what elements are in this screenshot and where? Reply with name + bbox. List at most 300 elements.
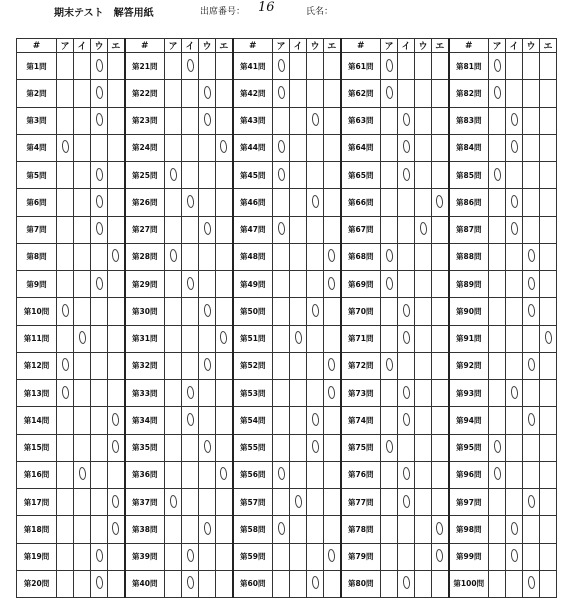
answer-cell[interactable] [108,189,125,216]
answer-cell[interactable] [74,380,91,407]
answer-cell[interactable] [432,107,449,134]
answer-cell[interactable] [273,216,290,243]
answer-cell[interactable] [290,543,307,570]
answer-cell[interactable] [540,489,557,516]
answer-cell[interactable] [523,352,540,379]
answer-cell[interactable] [523,325,540,352]
answer-cell[interactable] [216,216,233,243]
answer-cell[interactable] [57,380,74,407]
answer-cell[interactable] [290,162,307,189]
answer-cell[interactable] [381,543,398,570]
answer-cell[interactable] [432,489,449,516]
answer-cell[interactable] [165,298,182,325]
answer-cell[interactable] [199,380,216,407]
answer-cell[interactable] [506,162,523,189]
answer-cell[interactable] [523,407,540,434]
answer-cell[interactable] [324,189,341,216]
answer-cell[interactable] [199,325,216,352]
answer-cell[interactable] [108,216,125,243]
answer-cell[interactable] [523,570,540,597]
answer-cell[interactable] [74,489,91,516]
answer-cell[interactable] [182,570,199,597]
answer-cell[interactable] [273,80,290,107]
answer-cell[interactable] [307,298,324,325]
answer-cell[interactable] [398,325,415,352]
answer-cell[interactable] [432,407,449,434]
answer-cell[interactable] [91,80,108,107]
answer-cell[interactable] [199,243,216,270]
answer-cell[interactable] [523,271,540,298]
answer-cell[interactable] [381,352,398,379]
answer-cell[interactable] [273,325,290,352]
answer-cell[interactable] [108,461,125,488]
answer-cell[interactable] [108,352,125,379]
answer-cell[interactable] [523,80,540,107]
answer-cell[interactable] [108,570,125,597]
answer-cell[interactable] [199,543,216,570]
answer-cell[interactable] [290,298,307,325]
answer-cell[interactable] [324,570,341,597]
answer-cell[interactable] [91,434,108,461]
answer-cell[interactable] [540,189,557,216]
answer-cell[interactable] [57,543,74,570]
answer-cell[interactable] [398,189,415,216]
answer-cell[interactable] [199,134,216,161]
answer-cell[interactable] [540,162,557,189]
answer-cell[interactable] [540,570,557,597]
answer-cell[interactable] [216,53,233,80]
answer-cell[interactable] [182,543,199,570]
answer-cell[interactable] [182,325,199,352]
answer-cell[interactable] [540,516,557,543]
answer-cell[interactable] [489,407,506,434]
answer-cell[interactable] [74,516,91,543]
answer-cell[interactable] [432,271,449,298]
answer-cell[interactable] [199,434,216,461]
answer-cell[interactable] [432,543,449,570]
answer-cell[interactable] [216,570,233,597]
answer-cell[interactable] [290,570,307,597]
answer-cell[interactable] [216,134,233,161]
answer-cell[interactable] [432,162,449,189]
answer-cell[interactable] [182,243,199,270]
answer-cell[interactable] [307,80,324,107]
answer-cell[interactable] [523,298,540,325]
answer-cell[interactable] [57,461,74,488]
answer-cell[interactable] [165,134,182,161]
answer-cell[interactable] [398,489,415,516]
answer-cell[interactable] [307,134,324,161]
answer-cell[interactable] [324,461,341,488]
answer-cell[interactable] [108,134,125,161]
answer-cell[interactable] [273,407,290,434]
answer-cell[interactable] [381,489,398,516]
answer-cell[interactable] [540,325,557,352]
answer-cell[interactable] [91,543,108,570]
answer-cell[interactable] [415,489,432,516]
answer-cell[interactable] [381,407,398,434]
answer-cell[interactable] [57,434,74,461]
answer-cell[interactable] [91,516,108,543]
answer-cell[interactable] [199,516,216,543]
answer-cell[interactable] [324,325,341,352]
answer-cell[interactable] [307,543,324,570]
answer-cell[interactable] [91,325,108,352]
answer-cell[interactable] [57,570,74,597]
answer-cell[interactable] [108,407,125,434]
answer-cell[interactable] [290,380,307,407]
answer-cell[interactable] [216,243,233,270]
answer-cell[interactable] [324,107,341,134]
answer-cell[interactable] [307,570,324,597]
answer-cell[interactable] [506,434,523,461]
answer-cell[interactable] [324,271,341,298]
answer-cell[interactable] [290,53,307,80]
answer-cell[interactable] [273,461,290,488]
answer-cell[interactable] [415,107,432,134]
answer-cell[interactable] [199,298,216,325]
answer-cell[interactable] [108,162,125,189]
answer-cell[interactable] [74,243,91,270]
answer-cell[interactable] [74,434,91,461]
answer-cell[interactable] [489,325,506,352]
answer-cell[interactable] [199,53,216,80]
answer-cell[interactable] [398,243,415,270]
answer-cell[interactable] [273,543,290,570]
answer-cell[interactable] [307,407,324,434]
answer-cell[interactable] [199,107,216,134]
answer-cell[interactable] [74,271,91,298]
answer-cell[interactable] [432,380,449,407]
answer-cell[interactable] [540,134,557,161]
answer-cell[interactable] [216,80,233,107]
answer-cell[interactable] [91,107,108,134]
answer-cell[interactable] [506,298,523,325]
answer-cell[interactable] [489,352,506,379]
answer-cell[interactable] [381,80,398,107]
answer-cell[interactable] [489,543,506,570]
answer-cell[interactable] [57,162,74,189]
answer-cell[interactable] [216,271,233,298]
answer-cell[interactable] [324,134,341,161]
answer-cell[interactable] [523,53,540,80]
answer-cell[interactable] [398,352,415,379]
answer-cell[interactable] [381,434,398,461]
answer-cell[interactable] [273,380,290,407]
answer-cell[interactable] [57,107,74,134]
answer-cell[interactable] [432,434,449,461]
answer-cell[interactable] [108,434,125,461]
answer-cell[interactable] [165,380,182,407]
answer-cell[interactable] [74,461,91,488]
answer-cell[interactable] [324,407,341,434]
answer-cell[interactable] [182,407,199,434]
answer-cell[interactable] [74,570,91,597]
answer-cell[interactable] [108,80,125,107]
answer-cell[interactable] [398,461,415,488]
answer-cell[interactable] [165,461,182,488]
answer-cell[interactable] [489,434,506,461]
answer-cell[interactable] [165,162,182,189]
answer-cell[interactable] [273,352,290,379]
answer-cell[interactable] [489,107,506,134]
answer-cell[interactable] [540,352,557,379]
answer-cell[interactable] [182,53,199,80]
answer-cell[interactable] [290,489,307,516]
answer-cell[interactable] [91,570,108,597]
answer-cell[interactable] [91,243,108,270]
answer-cell[interactable] [290,461,307,488]
answer-cell[interactable] [182,489,199,516]
answer-cell[interactable] [108,380,125,407]
answer-cell[interactable] [57,189,74,216]
answer-cell[interactable] [432,516,449,543]
answer-cell[interactable] [165,570,182,597]
answer-cell[interactable] [290,271,307,298]
answer-cell[interactable] [324,516,341,543]
answer-cell[interactable] [165,407,182,434]
answer-cell[interactable] [506,271,523,298]
answer-cell[interactable] [398,107,415,134]
answer-cell[interactable] [415,189,432,216]
answer-cell[interactable] [324,489,341,516]
answer-cell[interactable] [182,461,199,488]
answer-cell[interactable] [273,489,290,516]
answer-cell[interactable] [540,407,557,434]
answer-cell[interactable] [307,352,324,379]
answer-cell[interactable] [199,80,216,107]
answer-cell[interactable] [216,489,233,516]
answer-cell[interactable] [381,516,398,543]
answer-cell[interactable] [381,134,398,161]
answer-cell[interactable] [108,243,125,270]
answer-cell[interactable] [182,271,199,298]
answer-cell[interactable] [216,434,233,461]
answer-cell[interactable] [273,53,290,80]
answer-cell[interactable] [57,271,74,298]
answer-cell[interactable] [182,352,199,379]
answer-cell[interactable] [182,516,199,543]
answer-cell[interactable] [290,434,307,461]
answer-cell[interactable] [57,516,74,543]
answer-cell[interactable] [182,80,199,107]
answer-cell[interactable] [415,434,432,461]
answer-cell[interactable] [57,298,74,325]
answer-cell[interactable] [489,298,506,325]
answer-cell[interactable] [91,53,108,80]
answer-cell[interactable] [381,271,398,298]
answer-cell[interactable] [523,489,540,516]
answer-cell[interactable] [57,325,74,352]
answer-cell[interactable] [91,271,108,298]
answer-cell[interactable] [182,380,199,407]
answer-cell[interactable] [216,380,233,407]
answer-cell[interactable] [182,162,199,189]
answer-cell[interactable] [91,298,108,325]
answer-cell[interactable] [489,189,506,216]
answer-cell[interactable] [381,189,398,216]
answer-cell[interactable] [381,107,398,134]
answer-cell[interactable] [91,216,108,243]
answer-cell[interactable] [91,489,108,516]
answer-cell[interactable] [57,352,74,379]
answer-cell[interactable] [108,325,125,352]
answer-cell[interactable] [489,380,506,407]
answer-cell[interactable] [506,461,523,488]
answer-cell[interactable] [381,53,398,80]
answer-cell[interactable] [273,271,290,298]
answer-cell[interactable] [307,489,324,516]
answer-cell[interactable] [540,80,557,107]
answer-cell[interactable] [398,134,415,161]
answer-cell[interactable] [415,162,432,189]
answer-cell[interactable] [506,53,523,80]
answer-cell[interactable] [165,243,182,270]
answer-cell[interactable] [489,271,506,298]
answer-cell[interactable] [165,80,182,107]
answer-cell[interactable] [165,216,182,243]
answer-cell[interactable] [432,53,449,80]
answer-cell[interactable] [489,134,506,161]
answer-cell[interactable] [381,243,398,270]
answer-cell[interactable] [290,352,307,379]
answer-cell[interactable] [506,407,523,434]
answer-cell[interactable] [324,80,341,107]
answer-cell[interactable] [324,216,341,243]
answer-cell[interactable] [398,543,415,570]
answer-cell[interactable] [290,407,307,434]
answer-cell[interactable] [415,380,432,407]
answer-cell[interactable] [165,489,182,516]
answer-cell[interactable] [540,434,557,461]
answer-cell[interactable] [398,516,415,543]
answer-cell[interactable] [108,298,125,325]
answer-cell[interactable] [398,271,415,298]
answer-cell[interactable] [307,434,324,461]
answer-cell[interactable] [74,352,91,379]
answer-cell[interactable] [506,570,523,597]
answer-cell[interactable] [57,80,74,107]
answer-cell[interactable] [290,243,307,270]
answer-cell[interactable] [290,516,307,543]
answer-cell[interactable] [199,489,216,516]
answer-cell[interactable] [506,216,523,243]
answer-cell[interactable] [91,189,108,216]
answer-cell[interactable] [398,162,415,189]
answer-cell[interactable] [540,107,557,134]
answer-cell[interactable] [290,80,307,107]
answer-cell[interactable] [523,189,540,216]
answer-cell[interactable] [523,461,540,488]
answer-cell[interactable] [165,53,182,80]
answer-cell[interactable] [307,162,324,189]
answer-cell[interactable] [91,380,108,407]
answer-cell[interactable] [108,543,125,570]
answer-cell[interactable] [324,53,341,80]
answer-cell[interactable] [324,243,341,270]
answer-cell[interactable] [216,352,233,379]
answer-cell[interactable] [381,380,398,407]
answer-cell[interactable] [216,189,233,216]
answer-cell[interactable] [57,216,74,243]
answer-cell[interactable] [506,380,523,407]
answer-cell[interactable] [415,325,432,352]
answer-cell[interactable] [290,189,307,216]
answer-cell[interactable] [523,134,540,161]
answer-cell[interactable] [91,162,108,189]
answer-cell[interactable] [165,325,182,352]
answer-cell[interactable] [199,271,216,298]
answer-cell[interactable] [523,162,540,189]
answer-cell[interactable] [489,80,506,107]
answer-cell[interactable] [216,162,233,189]
answer-cell[interactable] [182,434,199,461]
answer-cell[interactable] [381,461,398,488]
answer-cell[interactable] [415,298,432,325]
answer-cell[interactable] [432,134,449,161]
answer-cell[interactable] [108,53,125,80]
answer-cell[interactable] [273,107,290,134]
answer-cell[interactable] [307,516,324,543]
answer-cell[interactable] [489,461,506,488]
answer-cell[interactable] [74,189,91,216]
answer-cell[interactable] [489,243,506,270]
answer-cell[interactable] [165,516,182,543]
answer-cell[interactable] [506,543,523,570]
answer-cell[interactable] [381,216,398,243]
answer-cell[interactable] [273,516,290,543]
answer-cell[interactable] [398,53,415,80]
answer-cell[interactable] [506,189,523,216]
answer-cell[interactable] [540,53,557,80]
answer-cell[interactable] [182,107,199,134]
answer-cell[interactable] [307,461,324,488]
answer-cell[interactable] [216,516,233,543]
answer-cell[interactable] [290,216,307,243]
answer-cell[interactable] [199,162,216,189]
answer-cell[interactable] [415,407,432,434]
answer-cell[interactable] [381,298,398,325]
answer-cell[interactable] [165,352,182,379]
answer-cell[interactable] [108,489,125,516]
answer-cell[interactable] [489,53,506,80]
answer-cell[interactable] [307,189,324,216]
answer-cell[interactable] [57,243,74,270]
answer-cell[interactable] [432,570,449,597]
answer-cell[interactable] [216,107,233,134]
answer-cell[interactable] [415,570,432,597]
answer-cell[interactable] [432,189,449,216]
answer-cell[interactable] [216,461,233,488]
answer-cell[interactable] [398,434,415,461]
answer-cell[interactable] [506,489,523,516]
answer-cell[interactable] [506,352,523,379]
answer-cell[interactable] [91,461,108,488]
answer-cell[interactable] [415,461,432,488]
answer-cell[interactable] [324,434,341,461]
answer-cell[interactable] [324,380,341,407]
answer-cell[interactable] [398,380,415,407]
answer-cell[interactable] [273,434,290,461]
answer-cell[interactable] [415,134,432,161]
answer-cell[interactable] [199,216,216,243]
answer-cell[interactable] [432,461,449,488]
answer-cell[interactable] [415,516,432,543]
answer-cell[interactable] [290,107,307,134]
answer-cell[interactable] [307,107,324,134]
answer-cell[interactable] [165,189,182,216]
answer-cell[interactable] [199,189,216,216]
